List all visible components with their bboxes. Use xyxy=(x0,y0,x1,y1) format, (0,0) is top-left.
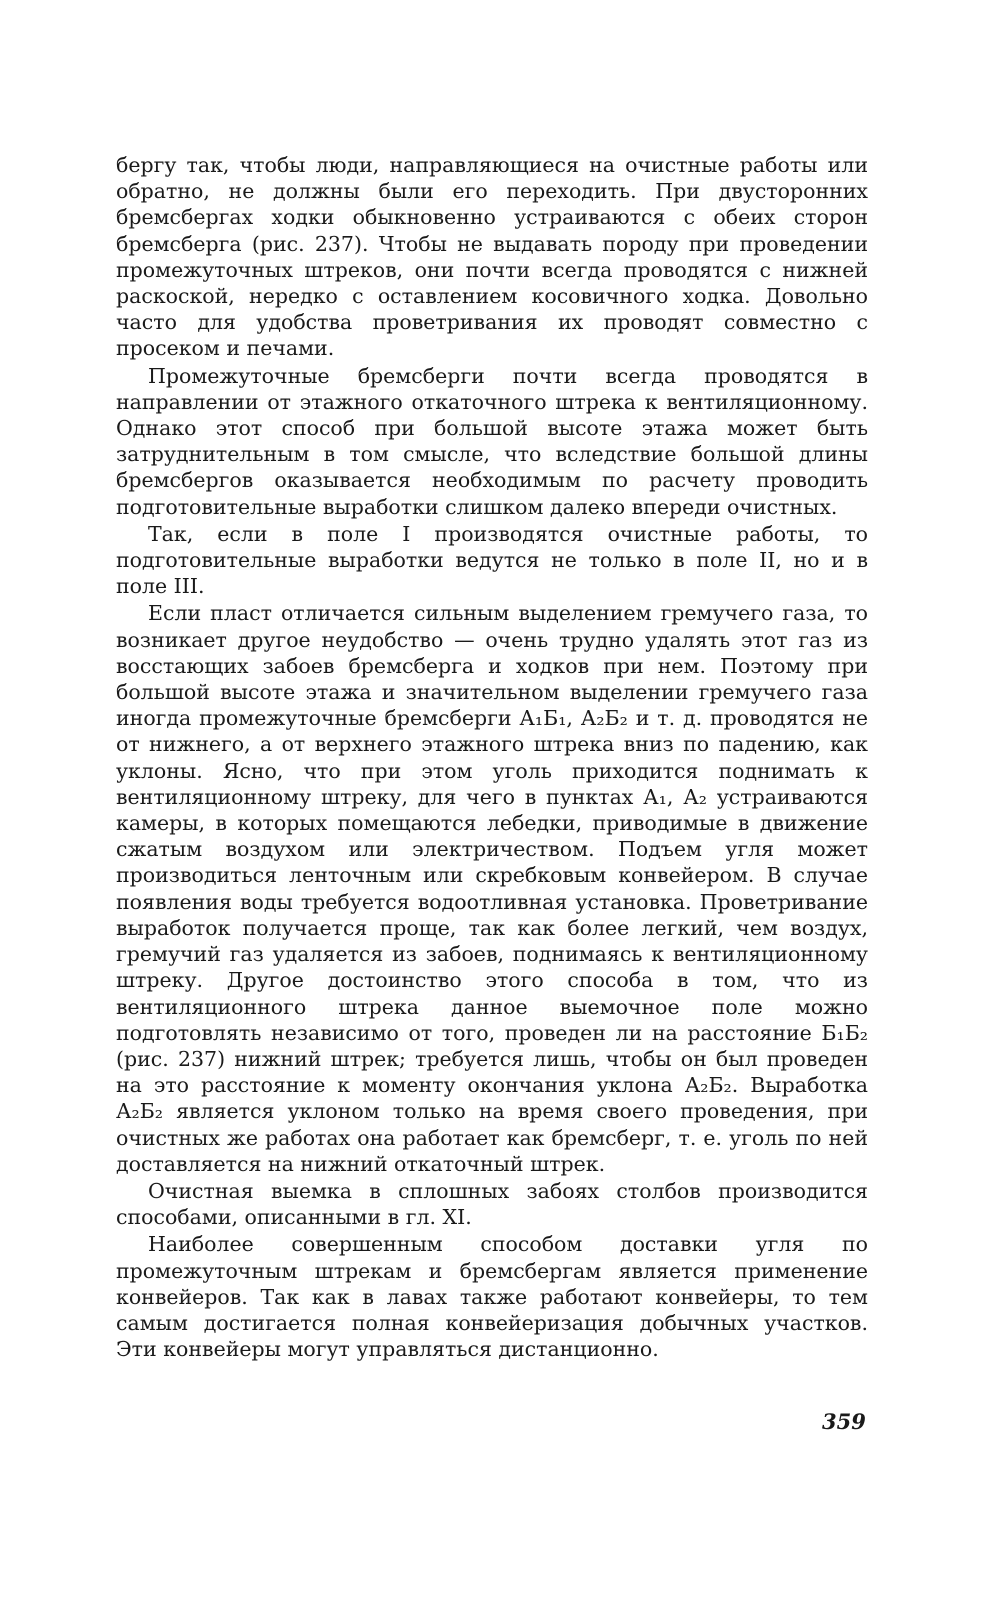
paragraph-6: Наиболее совершенным способом доставки угля по промежуточным штрекам и бремсбергам является применение конвейеров. Так как в лавах также работают конвейеры, то тем самым достигается полная конвейеризация добычных участков. Эти конвейеры могут управляться дистанционно. xyxy=(116,1232,868,1362)
paragraph-2: Промежуточные бремсберги почти всегда проводятся в направлении от этажного откаточного штрека к вентиляционному. Однако этот способ при большой высоте этажа может быть затруднительным в том смысле, что вследствие большой длины бремсбергов оказывается необходимым по расчету проводить подготовительные выработки слишком далеко впереди очистных. xyxy=(116,363,868,519)
paragraph-4: Если пласт отличается сильным выделением гремучего газа, то возникает другое неудобство — очень трудно удалять этот газ из восстающих забоев бремсберга и ходков при нем. Поэтому при большой высоте этажа и значительном выделении гремучего газа иногда промежуточные бремсберги А₁Б₁, А₂Б₂ и т. д. проводятся не от нижнего, а от верхнего этажного штрека вниз по падению, как уклоны. Ясно, что при этом уголь приходится поднимать к вентиляционному штреку, для чего в пунктах А₁, А₂ устраиваются камеры, в которых помещаются лебедки, приводимые в движение сжатым воздухом или электричеством. Подъем угля может производиться ленточным или скребковым конвейером. В случае появления воды требуется водоотливная установка. Проветривание выработок получается проще, так как более легкий, чем воздух, гремучий газ удаляется из забоев, поднимаясь к вентиляционному штреку. Другое достоинство этого способа в том, что из вентиляционного штрека данное выемочное поле можно подготовлять независимо от того, проведен ли на расстояние Б₁Б₂ (рис. 237) нижний штрек; требуется лишь, чтобы он был проведен на это расстояние к моменту окончания уклона А₂Б₂. Выработка А₂Б₂ является уклоном только на время своего проведения, при очистных же работах она работает как бремсберг, т. е. уголь по ней доставляется на нижний откаточный штрек. xyxy=(116,601,868,1176)
page-text xyxy=(116,152,868,1363)
paragraph-1: бергу так, чтобы люди, направляющиеся на очистные работы или обратно, не должны были его переходить. При двусторонних бремсбергах ходки обыкновенно устраиваются с обеих сторон бремсберга (рис. 237). Чтобы не выдавать породу при проведении промежуточных штреков, они почти всегда проводятся с нижней раскоской, нередко с оставлением косовичного ходка. Довольно часто для удобства проветривания их проводят совместно с просеком и печами. xyxy=(116,153,868,361)
page-number: 359 xyxy=(822,1409,866,1434)
paragraph-3: Так, если в поле I производятся очистные работы, то подготовительные выработки ведутся не только в поле II, но и в поле III. xyxy=(116,521,868,599)
paragraph-5: Очистная выемка в сплошных забоях столбов производится способами, описанными в гл. XI. xyxy=(116,1178,868,1230)
